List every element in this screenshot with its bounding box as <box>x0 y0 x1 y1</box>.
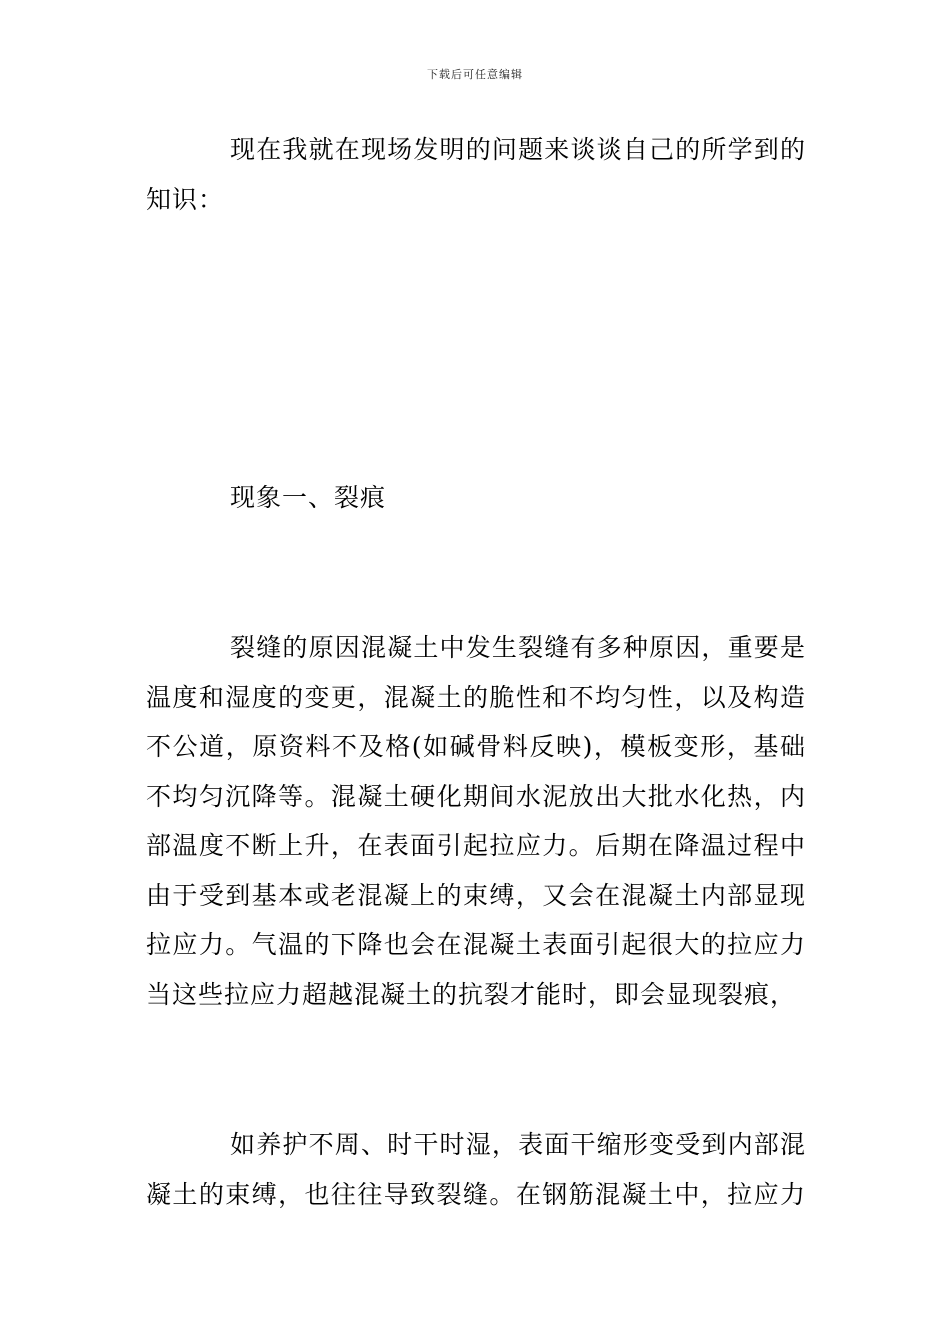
text-line: 拉应力。气温的下降也会在混凝土表面引起很大的拉应力 <box>146 930 806 959</box>
text-line: 温度和湿度的变更，混凝土的脆性和不均匀性，以及构造 <box>146 683 806 712</box>
text-line: 知识： <box>146 185 225 214</box>
text-line: 部温度不断上升，在表面引起拉应力。后期在降温过程中 <box>146 831 806 860</box>
text-line: 当这些拉应力超越混凝土的抗裂才能时，即会显现裂痕， <box>146 980 797 1009</box>
heading-text: 现象一、裂痕 <box>230 483 387 512</box>
text-line: 不公道，原资料不及格(如碱骨料反映)，模板变形，基础 <box>146 732 806 761</box>
text-line: 裂缝的原因混凝土中发生裂缝有多种原因，重要是 <box>230 633 806 662</box>
text-line: 现在我就在现场发明的问题来谈谈自己的所学到的 <box>230 135 806 164</box>
text-line: 不均匀沉降等。混凝土硬化期间水泥放出大批水化热，内 <box>146 782 806 811</box>
text-line: 由于受到基本或老混凝上的束缚，又会在混凝土内部显现 <box>146 881 806 910</box>
text-line: 凝土的束缚，也往往导致裂缝。在钢筋混凝土中，拉应力 <box>146 1180 806 1209</box>
page-header-note: 下载后可任意编辑 <box>427 68 523 81</box>
text-line: 如养护不周、时干时湿，表面干缩形变受到内部混 <box>230 1130 806 1159</box>
